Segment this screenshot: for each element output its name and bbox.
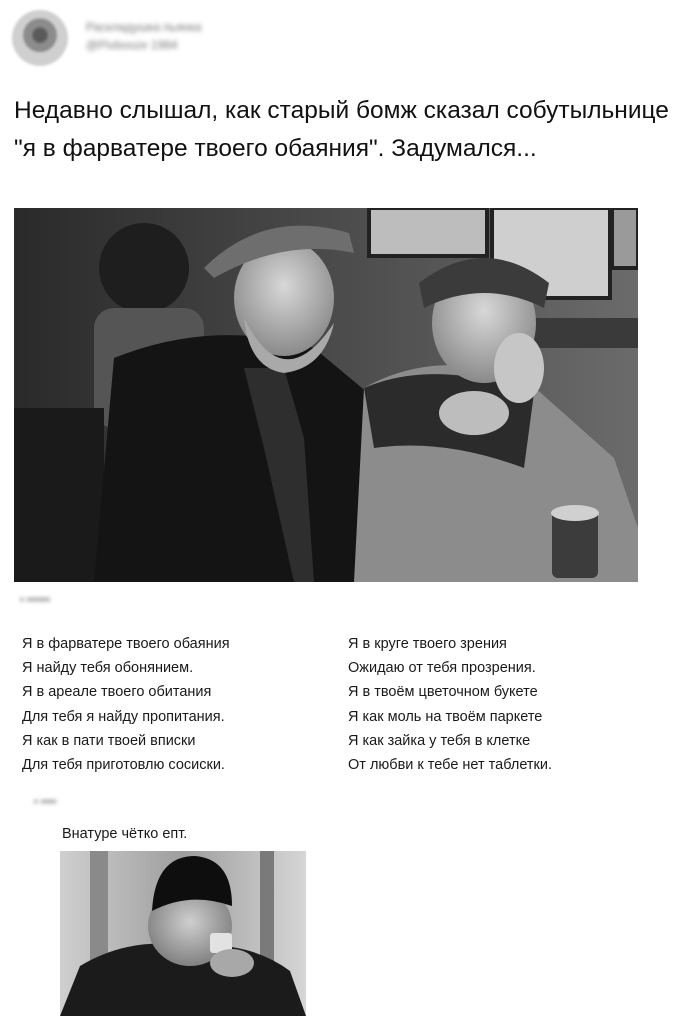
poem-line: Ожидаю от тебя прозрения. bbox=[348, 660, 536, 677]
poem-line: Я найду тебя обонянием. bbox=[22, 660, 194, 677]
author-info[interactable] bbox=[86, 18, 202, 54]
poem-line: От любви к тебе нет таблетки. bbox=[348, 757, 553, 774]
poem-line: Я как в пати твоей вписки bbox=[22, 732, 196, 749]
reply-photo[interactable] bbox=[60, 851, 306, 1016]
poem-right-column bbox=[348, 632, 668, 777]
poem-line: Для тебя приготовлю сосиски. bbox=[22, 757, 225, 774]
poem-line: Я как зайка у тебя в клетке bbox=[348, 732, 531, 749]
reply-text: Внатуре чётко епт. bbox=[62, 826, 188, 842]
author-name: Раскладушка пьянка bbox=[86, 20, 202, 34]
avatar[interactable] bbox=[12, 10, 68, 66]
author-handle: @Pivbooze 1984 bbox=[86, 38, 178, 52]
comment-author[interactable]: • •••••• bbox=[20, 594, 51, 606]
poem-line: Я в круге твоего зрения bbox=[348, 636, 507, 652]
poem-line: Для тебя я найду пропитания. bbox=[22, 708, 225, 725]
poem-line: Я в ареале твоего обитания bbox=[22, 684, 212, 701]
poem-left-column bbox=[22, 632, 342, 777]
poem-line: Я в твоём цветочном букете bbox=[348, 684, 538, 701]
poem-line: Я в фарватере твоего обаяния bbox=[22, 636, 230, 652]
reply-author[interactable]: • •••• bbox=[34, 796, 57, 808]
post-photo[interactable] bbox=[14, 208, 638, 582]
post-text: Недавно слышал, как старый бомж сказал собутыльнице "я в фарватере твоего обаяния". Задумался... bbox=[14, 97, 669, 162]
poem-line: Я как моль на твоём паркете bbox=[348, 708, 543, 725]
